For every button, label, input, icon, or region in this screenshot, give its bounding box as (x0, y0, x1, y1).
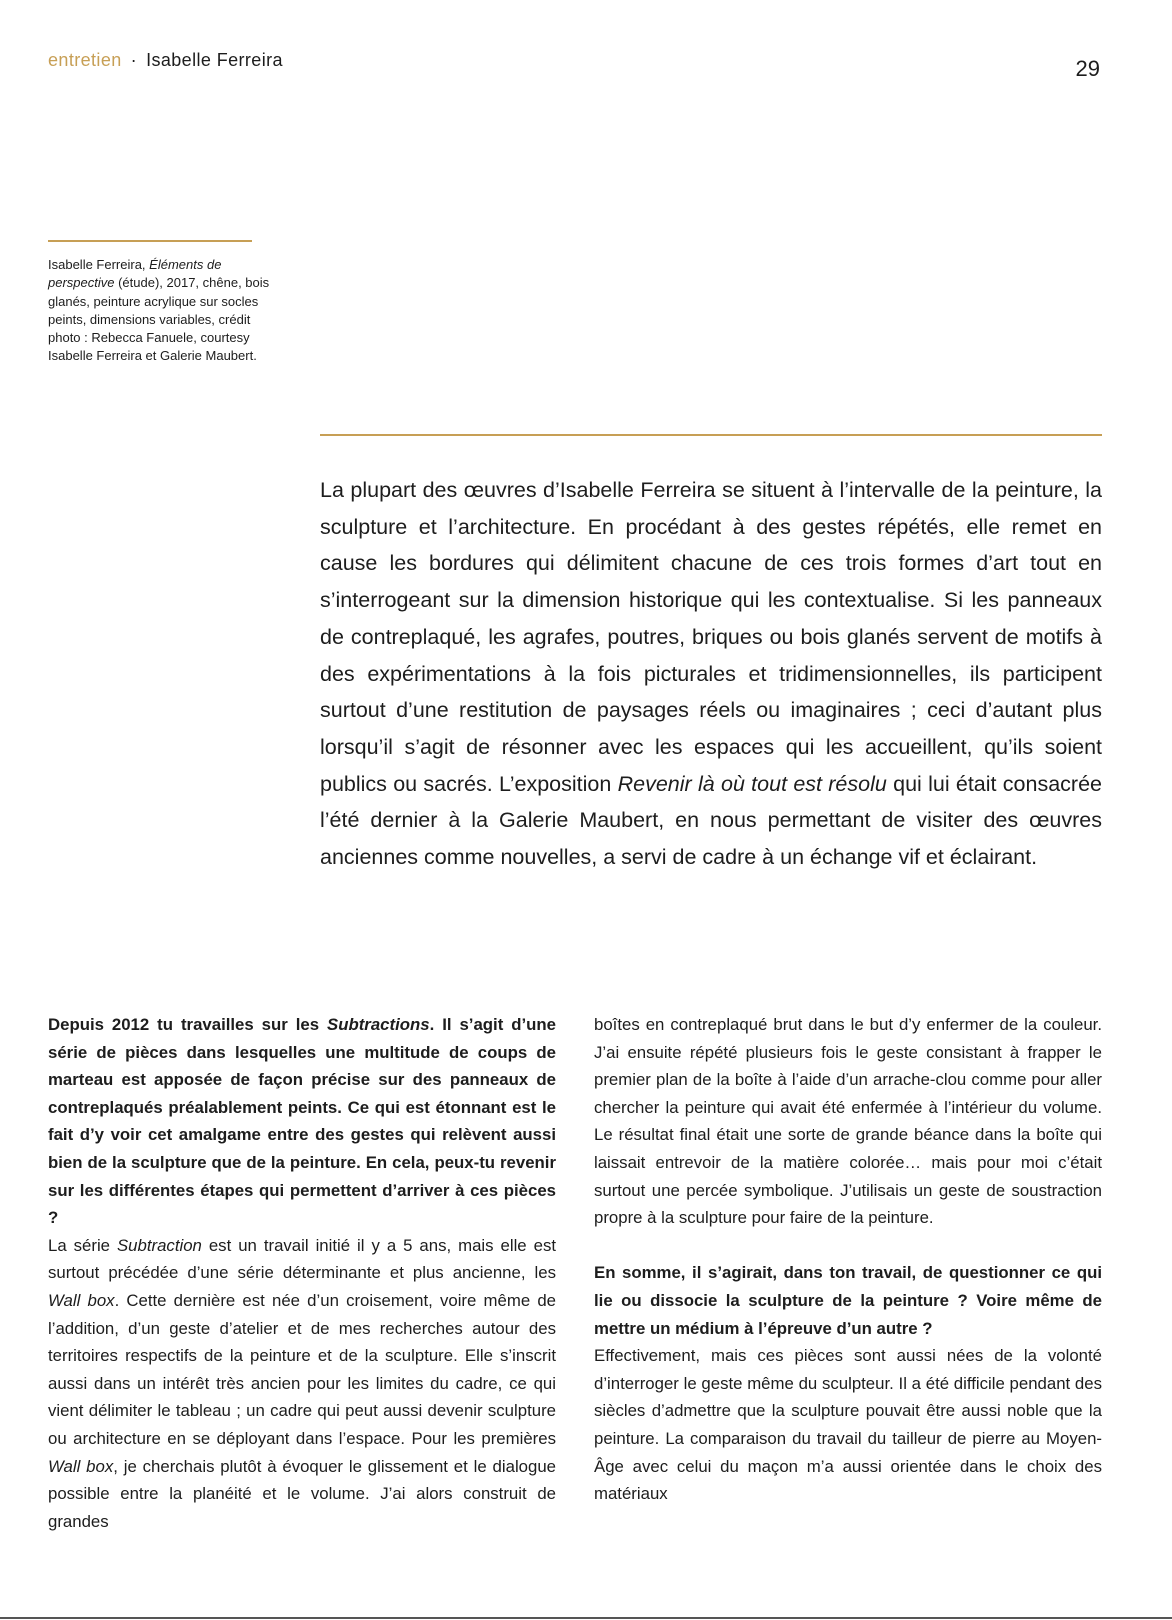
column-right (594, 1011, 1102, 1508)
caption-rule (48, 240, 252, 242)
interview-answer-1 (48, 1232, 556, 1536)
caption-artwork-title: Éléments de perspective (48, 257, 222, 291)
answer-1-text-4: , je cherchais plutôt à évoquer le glissement et le dialogue possible entre la planéité et le volume. J’ai alors construit de grandes (48, 1456, 557, 1531)
intro-text-2: qui lui était consacrée l’été dernier à la Galerie Maubert, en nous permettant de visiter des œuvres anciennes comme nouvelles, a servi de cadre à un échange vif et éclairant. (320, 771, 1102, 870)
exhibition-title: Revenir là où tout est résolu (617, 771, 887, 796)
answer-1-series-title-1: Subtraction (116, 1235, 202, 1255)
answer-1-continuation: boîtes en contreplaqué brut dans le but d’y enfermer de la couleur. J’ai ensuite répété plusieurs fois le geste consistant à frapper le premier plan de la boîte à l’aide d’un arrache-clou comme pour aller chercher la peinture qui avait été enfermée à l’intérieur du volume. Le résultat final était une sorte de grande béance dans la boîte qui laissait entrevoir de la matière colorée… mais pour moi c’était surtout une percée symbolique. J’utilisais un geste de soustraction propre à la sculpture pour faire de la peinture. (594, 1015, 1102, 1228)
intro-paragraph (320, 472, 1102, 876)
answer-1-text-2: est un travail initié il y a 5 ans, mais elle est surtout précédée d’une série déterminante et plus ancienne, les (48, 1235, 556, 1283)
image-caption (48, 256, 284, 366)
intro-rule (320, 434, 1102, 436)
question-1-text-1: Depuis 2012 tu travailles sur les (48, 1015, 328, 1034)
intro-text-1: La plupart des œuvres d’Isabelle Ferreira se situent à l’intervalle de la peinture, la sculpture et l’architecture. En procédant à des gestes répétés, elle remet en cause les bordures qui délimitent chacune de ces trois formes d’art tout en s’interrogeant sur la dimension historique qui les contextualise. Si les panneaux de contreplaqué, les agrafes, poutres, briques ou bois glanés servent de motifs à des expérimentations à la fois picturales et tridimensionnelles, ils participent surtout d’une restitution de paysages réels ou imaginaires ; ceci d’autant plus lorsqu’il s’agit de résonner avec les espaces qui les accueillent, qu’ils soient publics ou sacrés. L’exposition (320, 478, 1102, 796)
answer-1-text-1: La série (48, 1235, 117, 1255)
running-header (48, 50, 283, 71)
interview-answer-2: Effectivement, mais ces pièces sont aussi nées de la volonté d’interroger le geste même du sculpteur. Il a été difficile pendant des siècles d’admettre que la sculpture pouvait être aussi noble que la peinture. La comparaison du travail du tailleur de pierre au Moyen-Âge avec celui du maçon m’a aussi orientée dans le choix des matériaux (594, 1346, 1102, 1504)
answer-1-series-title-3: Wall box (48, 1456, 114, 1476)
interview-question-1 (48, 1011, 556, 1232)
page-number: 29 (1075, 56, 1100, 81)
bottom-rule (0, 1617, 1172, 1619)
answer-1-series-title-2: Wall box (48, 1290, 115, 1310)
column-left (48, 1011, 556, 1535)
section-label: entretien (48, 50, 122, 70)
interview-question-2: En somme, il s’agirait, dans ton travail, de questionner ce qui lie ou dissocie la sculpture de la peinture ? Voire même de mettre un médium à l’épreuve d’un autre ? (594, 1263, 1102, 1338)
paragraph-gap (594, 1232, 1102, 1260)
caption-details: (étude), 2017, chêne, bois glanés, peinture acrylique sur socles peints, dimensions variables, crédit photo : Rebecca Fanuele, courtesy Isabelle Ferreira et Galerie Maubert. (48, 275, 270, 364)
header-separator: · (130, 50, 138, 70)
header-author: Isabelle Ferreira (146, 50, 283, 70)
caption-prefix: Isabelle Ferreira, (48, 257, 150, 272)
question-1-text-2: . Il s’agit d’une série de pièces dans lesquelles une multitude de coups de marteau est apposée de façon précise sur des panneaux de contreplaqués préalablement peints. Ce qui est étonnant est le fait d’y voir cet amalgame entre des gestes qui relèvent aussi bien de la sculpture que de la peinture. En cela, peux-tu revenir sur les différentes étapes qui permettent d’arriver à ces pièces ? (48, 1015, 556, 1228)
answer-1-text-3: . Cette dernière est née d’un croisement, voire même de l’addition, d’un geste d’atelier et de mes recherches autour des territoires respectifs de la peinture et de la sculpture. Elle s’inscrit aussi dans un intérêt très ancien pour les limites du cadre, ce qui vient délimiter le tableau ; un cadre qui peut aussi devenir sculpture ou architecture en se déployant dans l’espace. Pour les premières (48, 1290, 556, 1448)
question-1-series-title: Subtractions (327, 1015, 430, 1034)
